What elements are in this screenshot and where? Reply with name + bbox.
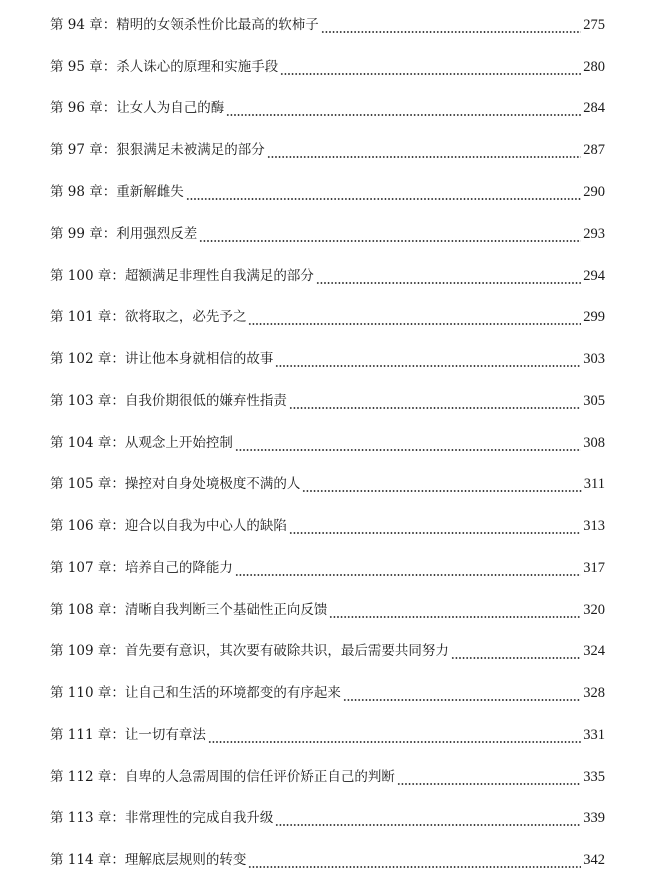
dot-leader xyxy=(289,517,581,535)
toc-entry[interactable] xyxy=(50,595,605,619)
chapter-number: 第 100 章： xyxy=(50,268,125,284)
chapter-title: 超额满足非理性自我满足的部分 xyxy=(124,268,314,284)
page-number: 313 xyxy=(583,518,605,534)
page-number: 284 xyxy=(583,100,605,116)
chapter-title: 首先要有意识，其次要有破除共识，最后需要共同努力 xyxy=(124,643,449,659)
chapter-number: 第 96 章： xyxy=(50,100,117,116)
toc-entry[interactable] xyxy=(50,553,605,577)
chapter-number: 第 112 章： xyxy=(50,769,125,785)
page-number: 311 xyxy=(583,476,605,492)
dot-leader xyxy=(275,350,581,368)
chapter-number: 第 106 章： xyxy=(50,518,125,534)
page-number: 308 xyxy=(583,435,605,451)
page-number: 290 xyxy=(583,184,605,200)
chapter-title: 迎合以自我为中心人的缺陷 xyxy=(124,518,287,534)
dot-leader xyxy=(235,559,581,577)
chapter-number: 第 109 章： xyxy=(50,643,125,659)
chapter-title: 从观念上开始控制 xyxy=(124,435,233,451)
chapter-number: 第 111 章： xyxy=(50,727,125,743)
page-number: 287 xyxy=(583,142,605,158)
dot-leader xyxy=(280,58,581,76)
chapter-number: 第 104 章： xyxy=(50,435,125,451)
chapter-title: 培养自己的降能力 xyxy=(124,560,233,576)
toc-entry[interactable] xyxy=(50,344,605,368)
chapter-title: 清晰自我判断三个基础性正向反馈 xyxy=(124,602,328,618)
dot-leader xyxy=(397,768,581,786)
toc-entry[interactable] xyxy=(50,135,605,159)
dot-leader xyxy=(199,225,581,243)
dot-leader xyxy=(186,183,581,201)
chapter-number: 第 113 章： xyxy=(50,810,125,826)
dot-leader xyxy=(302,475,581,493)
chapter-title: 杀人诛心的原理和实施手段 xyxy=(116,59,279,75)
toc-entry[interactable] xyxy=(50,845,605,869)
chapter-number: 第 102 章： xyxy=(50,351,125,367)
chapter-title: 讲让他本身就相信的故事 xyxy=(124,351,274,367)
dot-leader xyxy=(321,16,581,34)
dot-leader xyxy=(289,392,581,410)
toc-entry[interactable] xyxy=(50,10,605,34)
toc-entry[interactable] xyxy=(50,636,605,660)
chapter-number: 第 95 章： xyxy=(50,59,117,75)
dot-leader xyxy=(248,851,581,869)
toc-entry[interactable] xyxy=(50,469,605,493)
chapter-number: 第 105 章： xyxy=(50,476,125,492)
dot-leader xyxy=(316,267,581,285)
dot-leader xyxy=(208,726,581,744)
chapter-number: 第 108 章： xyxy=(50,602,125,618)
chapter-number: 第 97 章： xyxy=(50,142,117,158)
chapter-title: 操控对自身处境极度不满的人 xyxy=(124,476,301,492)
chapter-title: 利用强烈反差 xyxy=(116,226,198,242)
chapter-number: 第 101 章： xyxy=(50,309,125,325)
toc-entry[interactable] xyxy=(50,386,605,410)
page-number: 335 xyxy=(583,769,605,785)
chapter-number: 第 94 章： xyxy=(50,17,117,33)
chapter-title: 理解底层规则的转变 xyxy=(124,852,247,868)
toc-entry[interactable] xyxy=(50,93,605,117)
page-number: 299 xyxy=(583,309,605,325)
dot-leader xyxy=(343,684,581,702)
dot-leader xyxy=(235,434,581,452)
chapter-number: 第 99 章： xyxy=(50,226,117,242)
toc-entry[interactable] xyxy=(50,678,605,702)
toc-entry[interactable] xyxy=(50,177,605,201)
toc-entry[interactable] xyxy=(50,52,605,76)
chapter-number: 第 107 章： xyxy=(50,560,125,576)
toc-entry[interactable] xyxy=(50,261,605,285)
toc-entry[interactable] xyxy=(50,219,605,243)
chapter-title: 精明的女领杀性价比最高的软柿子 xyxy=(116,17,319,33)
page-number: 317 xyxy=(583,560,605,576)
page-number: 331 xyxy=(583,727,605,743)
page-number: 280 xyxy=(583,59,605,75)
chapter-number: 第 110 章： xyxy=(50,685,125,701)
chapter-title: 自卑的人急需周围的信任评价矫正自己的判断 xyxy=(124,769,395,785)
page-number: 324 xyxy=(583,643,605,659)
dot-leader xyxy=(267,141,581,159)
page-number: 305 xyxy=(583,393,605,409)
chapter-title: 让一切有章法 xyxy=(124,727,206,743)
chapter-number: 第 114 章： xyxy=(50,852,125,868)
dot-leader xyxy=(226,99,581,117)
page-number: 293 xyxy=(583,226,605,242)
chapter-title: 欲将取之，必先予之 xyxy=(124,309,247,325)
toc-entry[interactable] xyxy=(50,762,605,786)
page-number: 342 xyxy=(583,852,605,868)
toc-entry[interactable] xyxy=(50,511,605,535)
chapter-title: 自我价期很低的嫌弃性指责 xyxy=(124,393,287,409)
dot-leader xyxy=(248,308,581,326)
page-number: 303 xyxy=(583,351,605,367)
chapter-title: 让女人为自己的酶 xyxy=(116,100,225,116)
dot-leader xyxy=(451,642,581,660)
page-number: 328 xyxy=(583,685,605,701)
chapter-number: 第 98 章： xyxy=(50,184,117,200)
toc-entry[interactable] xyxy=(50,803,605,827)
dot-leader xyxy=(275,809,581,827)
chapter-number: 第 103 章： xyxy=(50,393,125,409)
chapter-title: 狠狠满足未被满足的部分 xyxy=(116,142,265,158)
page-number: 339 xyxy=(583,810,605,826)
page-number: 320 xyxy=(583,602,605,618)
chapter-title: 非常理性的完成自我升级 xyxy=(124,810,274,826)
toc-entry[interactable] xyxy=(50,720,605,744)
toc-entry[interactable] xyxy=(50,302,605,326)
page-number: 275 xyxy=(583,17,605,33)
page-number: 294 xyxy=(583,268,605,284)
chapter-title: 重新解雌失 xyxy=(116,184,184,200)
chapter-title: 让自己和生活的环境都变的有序起来 xyxy=(124,685,341,701)
toc-entry[interactable] xyxy=(50,428,605,452)
dot-leader xyxy=(329,601,581,619)
